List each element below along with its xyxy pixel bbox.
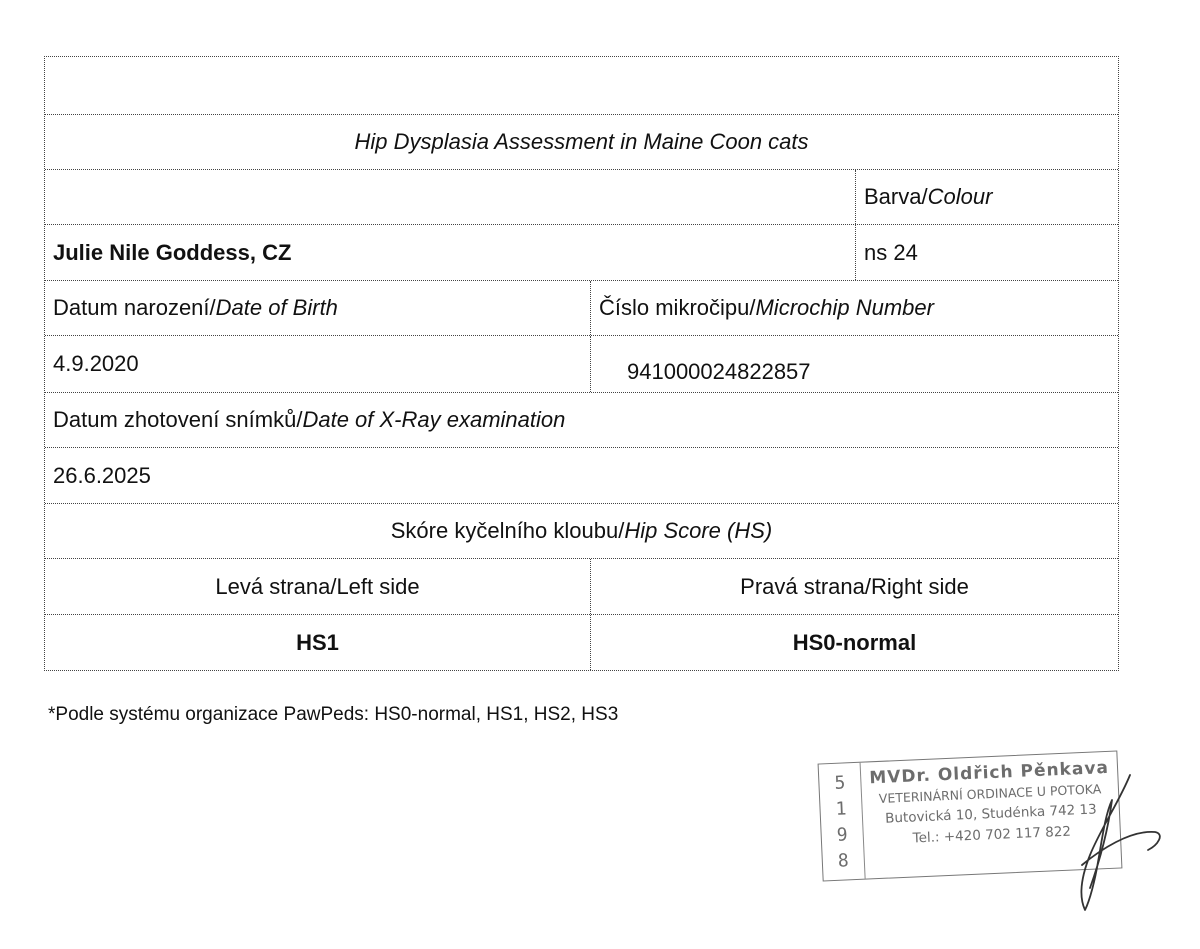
stamp-address: Butovická 10, Studénka 742 13 — [884, 801, 1098, 827]
left-side-value: HS1 — [296, 629, 339, 655]
hip-score-label — [45, 504, 1118, 558]
colour-label-cz: Barva/ — [864, 184, 928, 209]
dob-chip-label-row — [45, 281, 1118, 336]
signature-icon — [1060, 770, 1170, 920]
cat-row — [45, 225, 1118, 281]
dob-label-cz: Datum narození/ — [53, 295, 216, 320]
xray-label-en: Date of X-Ray examination — [302, 407, 566, 432]
title-row — [45, 115, 1118, 170]
xray-label-cz: Datum zhotovení snímků/ — [53, 407, 303, 432]
chip-label — [590, 281, 1118, 335]
dob-chip-value-row — [45, 336, 1118, 393]
colour-label — [855, 170, 1118, 224]
right-side-value: HS0-normal — [590, 615, 1118, 670]
side-label-row — [45, 559, 1118, 615]
side-value-row — [45, 615, 1118, 670]
stamp-number-column — [819, 763, 866, 881]
dob-label-en: Date of Birth — [215, 295, 338, 320]
stamp-phone: Tel.: +420 702 117 822 — [912, 823, 1072, 847]
chip-value: 941000024822857 — [590, 336, 1118, 392]
hip-assessment-form — [44, 56, 1119, 671]
colour-value: ns 24 — [855, 225, 1118, 280]
chip-label-cz: Číslo mikročipu/ — [599, 295, 756, 320]
stamp-vet-name: MVDr. Oldřich Pěnkava — [868, 757, 1110, 789]
chip-label-en: Microchip Number — [755, 295, 934, 320]
hip-score-label-en: Hip Score (HS) — [624, 518, 773, 543]
stamp-digit: 1 — [835, 797, 847, 820]
footnote: *Podle systému organizace PawPeds: HS0-normal, HS1, HS2, HS3 — [48, 704, 619, 725]
stamp-digit: 8 — [837, 849, 850, 872]
xray-label-row — [45, 393, 1118, 448]
empty-header-row — [45, 57, 1118, 115]
hip-score-label-row — [45, 504, 1118, 559]
right-side-label: Pravá strana/Right side — [590, 559, 1118, 614]
left-side-label: Levá strana/Left side — [215, 573, 420, 599]
stamp-clinic: VETERINÁRNÍ ORDINACE U POTOKA — [878, 781, 1102, 806]
dob-value: 4.9.2020 — [53, 351, 139, 376]
empty-header-cell — [45, 57, 1118, 114]
hip-score-label-cz: Skóre kyčelního kloubu/ — [390, 518, 625, 543]
colour-label-en: Colour — [927, 184, 993, 209]
colour-header-row — [45, 170, 1118, 225]
dob-label — [45, 281, 590, 335]
xray-value: 26.6.2025 — [53, 462, 151, 488]
stamp-digit: 9 — [836, 823, 849, 846]
form-title: Hip Dysplasia Assessment in Maine Coon cats — [354, 129, 809, 154]
name-header-cell — [45, 170, 855, 224]
xray-value-row — [45, 448, 1118, 504]
stamp-digit: 5 — [834, 771, 846, 794]
cat-name: Julie Nile Goddess, CZ — [53, 239, 292, 265]
xray-label — [45, 393, 1118, 447]
